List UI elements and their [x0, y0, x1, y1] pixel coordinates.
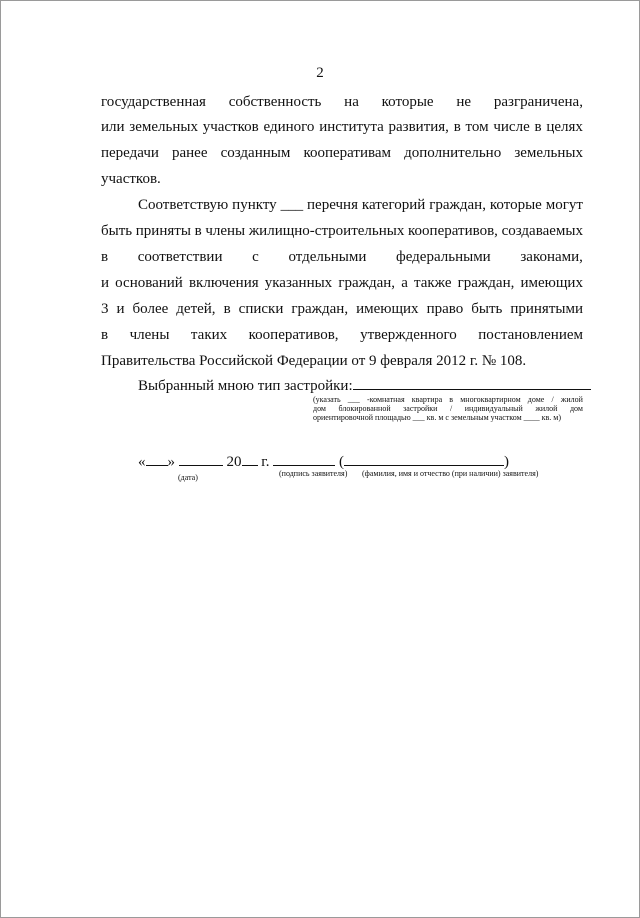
- body-line: [101, 114, 583, 140]
- body-word: а: [401, 275, 408, 291]
- body-word: в: [453, 119, 461, 135]
- body-word: в: [101, 327, 109, 343]
- body-word: граждан,: [291, 301, 349, 317]
- body-word: оснований: [115, 275, 183, 291]
- body-word: жилищно-строительных: [248, 223, 405, 239]
- body-word: списки: [238, 301, 284, 317]
- body-word: числе: [493, 119, 530, 135]
- hint-word: ___: [347, 395, 360, 404]
- hint-word: жилой: [535, 404, 558, 413]
- body-word: более: [132, 301, 169, 317]
- body-word: которые: [381, 94, 434, 110]
- body-word: указанных: [264, 275, 333, 291]
- body-word: члены: [205, 223, 246, 239]
- body-word: быть: [101, 223, 133, 239]
- year-prefix: 20: [226, 454, 242, 470]
- body-word: имеющих: [520, 275, 583, 291]
- body-word: в: [101, 249, 109, 265]
- body-word: в: [534, 119, 542, 135]
- body-word: земельных: [514, 145, 583, 161]
- body-word: граждан,: [457, 275, 515, 291]
- body-line: [101, 322, 583, 348]
- body-word: федеральными: [396, 249, 491, 265]
- body-word: таких: [190, 327, 228, 343]
- body-word: дополнительно: [404, 145, 502, 161]
- body-word: земельных: [129, 119, 198, 135]
- full-name-field[interactable]: [344, 453, 504, 466]
- body-word: соответствии: [137, 249, 223, 265]
- body-word: кооперативов,: [408, 223, 498, 239]
- body-word: имеющих: [356, 301, 419, 317]
- body-word: граждан,: [338, 275, 396, 291]
- body-line: [138, 192, 583, 218]
- body-word: в: [223, 301, 231, 317]
- building-type-label: Выбранный мною тип застройки:: [138, 378, 353, 394]
- date-caption: (дата): [178, 473, 198, 482]
- body-word: 3: [101, 301, 109, 317]
- body-word: пункту: [232, 197, 277, 213]
- hint-word: -комнатная: [366, 395, 405, 404]
- hint-word: жилой: [560, 395, 583, 404]
- body-line: [101, 244, 583, 270]
- body-word: категорий: [361, 197, 426, 213]
- body-word: единого: [263, 119, 315, 135]
- body-word: создаваемых: [501, 223, 583, 239]
- body-word: принятыми: [510, 301, 583, 317]
- body-line: [101, 348, 583, 374]
- body-word: утвержденного: [360, 327, 457, 343]
- body-word: ___: [280, 197, 304, 213]
- body-line: [101, 296, 583, 322]
- body-word: государственная: [101, 94, 206, 110]
- body-word: участков.: [101, 171, 161, 187]
- building-type-field[interactable]: [353, 377, 591, 390]
- hint-word: /: [449, 404, 453, 413]
- body-word: отдельными: [288, 249, 367, 265]
- body-word: могут: [545, 197, 583, 213]
- body-word: в: [194, 223, 202, 239]
- body-word: на: [344, 94, 359, 110]
- year-field[interactable]: [242, 453, 258, 466]
- body-word: собственность: [228, 94, 322, 110]
- body-word: ранее: [172, 145, 208, 161]
- body-word: или: [101, 119, 125, 135]
- body-word: не: [456, 94, 472, 110]
- page-number: 2: [316, 65, 324, 81]
- paren-open: (: [338, 454, 344, 470]
- name-caption: (фамилия, имя и отчество (при наличии) заявителя): [362, 469, 539, 478]
- hint-word: дом: [313, 404, 326, 413]
- hint-word: застройки: [403, 404, 438, 413]
- signature-field[interactable]: [273, 453, 335, 466]
- body-word: законами,: [520, 249, 583, 265]
- body-word: постановлением: [478, 327, 583, 343]
- body-word: передачи: [101, 145, 159, 161]
- month-field[interactable]: [179, 453, 223, 466]
- body-word: с: [252, 249, 259, 265]
- body-word: и: [101, 275, 110, 291]
- body-line: [101, 218, 583, 244]
- hint-word: (указать: [313, 395, 341, 404]
- body-word: члены: [129, 327, 170, 343]
- date-close-quote: »: [167, 454, 175, 470]
- hint-word: доме: [527, 395, 545, 404]
- body-word: быть: [471, 301, 503, 317]
- body-word: участков: [202, 119, 259, 135]
- hint-word: дом: [569, 404, 583, 413]
- hint-word: квартира: [411, 395, 443, 404]
- body-line: [101, 89, 583, 115]
- body-word: кооперативам: [303, 145, 392, 161]
- body-word: созданным: [220, 145, 291, 161]
- body-word: Правительства Российской Федерации от 9 февраля 2012 г. № 108.: [101, 353, 527, 369]
- paren-close: ): [503, 454, 509, 470]
- signature-caption: (подпись заявителя): [279, 469, 348, 478]
- body-line: [101, 166, 583, 192]
- body-word: право: [426, 301, 464, 317]
- body-word: граждан,: [429, 197, 486, 213]
- body-word: перечня: [307, 197, 358, 213]
- year-suffix: г.: [261, 454, 270, 470]
- body-line: [101, 140, 583, 166]
- hint-word: многоквартирном: [460, 395, 521, 404]
- body-word: целях: [546, 119, 583, 135]
- body-word: приняты: [135, 223, 191, 239]
- body-word: института: [319, 119, 384, 135]
- body-word: развития,: [388, 119, 449, 135]
- hint-word: блокированной: [338, 404, 391, 413]
- body-word: включения: [188, 275, 259, 291]
- body-word: детей,: [176, 301, 216, 317]
- body-word: Соответствую: [138, 197, 229, 213]
- hint-line: [313, 413, 561, 423]
- body-line: [101, 270, 583, 296]
- hint-word: индивидуальный: [464, 404, 523, 413]
- body-word: кооперативов,: [248, 327, 339, 343]
- body-word: которые: [489, 197, 542, 213]
- hint-word: в: [449, 395, 454, 404]
- body-word: и: [116, 301, 125, 317]
- body-word: том: [465, 119, 489, 135]
- hint-word: /: [551, 395, 554, 404]
- body-word: также: [413, 275, 452, 291]
- date-open-quote: «: [138, 454, 146, 470]
- hint-word: ориентировочной площадью ___ кв. м с земельным участком ____ кв. м): [313, 413, 562, 422]
- body-word: разграничена,: [493, 94, 583, 110]
- day-field[interactable]: [146, 453, 168, 466]
